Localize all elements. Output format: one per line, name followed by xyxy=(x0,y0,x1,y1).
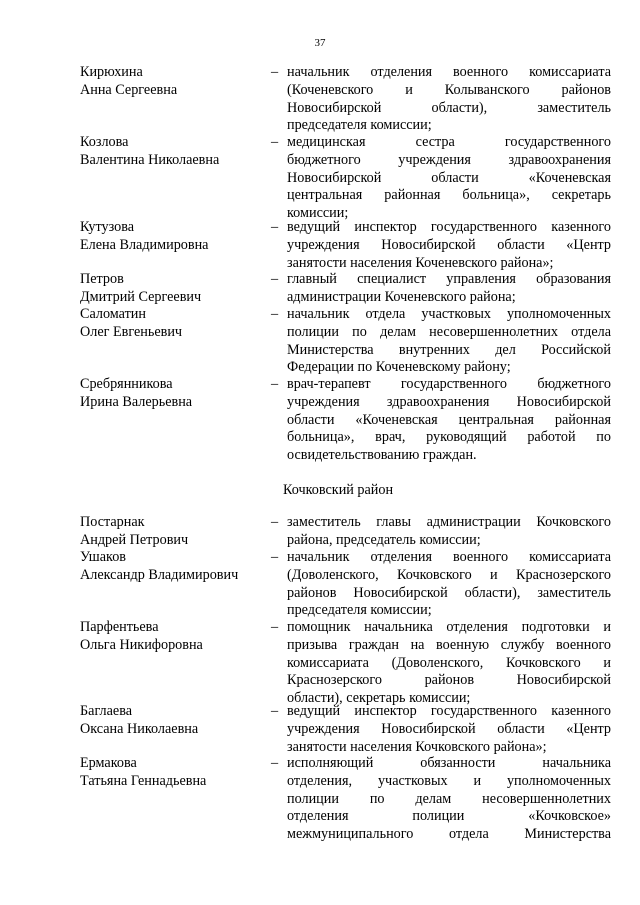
dash-separator: – xyxy=(271,376,279,392)
person-name xyxy=(80,703,270,739)
dash-separator: – xyxy=(271,134,279,150)
person-given-names: Валентина Николаевна xyxy=(80,151,220,168)
person-role xyxy=(287,271,611,307)
person-name xyxy=(80,306,270,342)
role-line: врач-терапевт государственного бюджетного xyxy=(287,376,611,392)
role-line: помощник начальника отделения подготовки и xyxy=(287,619,611,635)
role-line: полиции по делам несовершеннолетних xyxy=(287,790,611,807)
person-role xyxy=(287,134,611,223)
role-line: ведущий инспектор государственного казенного xyxy=(287,703,611,719)
person-name xyxy=(80,64,270,100)
person-given-names: Елена Владимировна xyxy=(80,236,209,253)
role-line: районов Новосибирской области), заместитель xyxy=(287,584,611,601)
section-heading: Кочковский район xyxy=(283,482,394,498)
dash-separator: – xyxy=(271,306,279,322)
person-given-names: Андрей Петрович xyxy=(80,531,189,548)
person-surname: Петров xyxy=(80,271,124,287)
role-line: межмуниципального отдела Министерства xyxy=(287,826,611,843)
person-role xyxy=(287,619,611,708)
person-surname: Сребрянникова xyxy=(80,376,173,392)
role-line: главный специалист управления образования xyxy=(287,271,611,287)
role-line: освидетельствованию граждан. xyxy=(287,447,477,464)
dash-separator: – xyxy=(271,549,279,565)
person-name xyxy=(80,271,270,307)
person-given-names: Анна Сергеевна xyxy=(80,81,178,98)
person-name xyxy=(80,376,270,412)
person-surname: Ушаков xyxy=(80,549,126,565)
role-line: занятости населения Коченевского района»; xyxy=(287,254,554,271)
role-line: комиссариата (Доволенского, Кочковского и xyxy=(287,654,611,671)
dash-separator: – xyxy=(271,703,279,719)
person-name xyxy=(80,549,270,585)
role-line: учреждения здравоохранения Новосибирской xyxy=(287,393,611,410)
role-line: начальник отдела участковых уполномоченных xyxy=(287,306,611,322)
person-surname: Постарнак xyxy=(80,514,145,530)
role-line: отделения полиции «Кочковское» xyxy=(287,808,611,825)
person-given-names: Александр Владимирович xyxy=(80,566,239,583)
person-name xyxy=(80,619,270,655)
role-line: больница», врач, руководящий работой по xyxy=(287,429,611,446)
role-line: Новосибирской области), заместитель xyxy=(287,99,611,116)
person-role xyxy=(287,514,611,550)
role-line: области «Коченевская центральная районная xyxy=(287,411,611,428)
person-role xyxy=(287,703,611,756)
role-line: председателя комиссии; xyxy=(287,117,432,134)
role-line: района, председатель комиссии; xyxy=(287,531,481,548)
role-line: Новосибирской области «Коченевская xyxy=(287,169,611,186)
person-role xyxy=(287,64,611,135)
person-role xyxy=(287,219,611,272)
role-line: председателя комиссии; xyxy=(287,602,432,619)
role-line: начальник отделения военного комиссариата xyxy=(287,549,611,565)
dash-separator: – xyxy=(271,64,279,80)
person-name xyxy=(80,514,270,550)
person-surname: Кирюхина xyxy=(80,64,143,80)
role-line: начальник отделения военного комиссариата xyxy=(287,64,611,80)
dash-separator: – xyxy=(271,755,279,771)
person-name xyxy=(80,755,270,791)
role-line: ведущий инспектор государственного казенного xyxy=(287,219,611,235)
person-surname: Саломатин xyxy=(80,306,146,322)
role-line: Краснозерского районов Новосибирской xyxy=(287,672,611,689)
role-line: призыва граждан на военную службу военного xyxy=(287,636,611,653)
person-surname: Парфентьева xyxy=(80,619,159,635)
role-line: (Коченевского и Колыванского районов xyxy=(287,81,611,98)
dash-separator: – xyxy=(271,271,279,287)
person-given-names: Олег Евгеньевич xyxy=(80,323,183,340)
person-given-names: Ольга Никифоровна xyxy=(80,636,203,653)
person-surname: Козлова xyxy=(80,134,129,150)
role-line: учреждения Новосибирской области «Центр xyxy=(287,720,611,737)
role-line: занятости населения Кочковского района»; xyxy=(287,738,547,755)
person-role xyxy=(287,549,611,620)
role-line: отделения, участковых и уполномоченных xyxy=(287,772,611,789)
role-line: учреждения Новосибирской области «Центр xyxy=(287,236,611,253)
dash-separator: – xyxy=(271,514,279,530)
person-name xyxy=(80,134,270,170)
person-role xyxy=(287,376,611,465)
person-surname: Ермакова xyxy=(80,755,137,771)
role-line: центральная районная больница», секретарь xyxy=(287,187,611,204)
role-line: бюджетного учреждения здравоохранения xyxy=(287,151,611,168)
dash-separator: – xyxy=(271,219,279,235)
role-line: комиссии; xyxy=(287,205,349,222)
person-name xyxy=(80,219,270,255)
role-line: администрации Коченевского района; xyxy=(287,288,516,305)
role-line: Министерства внутренних дел Российской xyxy=(287,341,611,358)
role-line: полиции по делам несовершеннолетних отдела xyxy=(287,323,611,340)
role-line: исполняющий обязанности начальника xyxy=(287,755,611,771)
role-line: Федерации по Коченевскому району; xyxy=(287,359,511,376)
person-given-names: Дмитрий Сергеевич xyxy=(80,288,202,305)
person-given-names: Оксана Николаевна xyxy=(80,720,199,737)
person-surname: Кутузова xyxy=(80,219,135,235)
role-line: заместитель главы администрации Кочковского xyxy=(287,514,611,530)
person-role xyxy=(287,306,611,377)
role-line: (Доволенского, Кочковского и Краснозерского xyxy=(287,566,611,583)
person-role xyxy=(287,755,611,844)
page-number: 37 xyxy=(314,37,326,49)
person-given-names: Татьяна Геннадьевна xyxy=(80,772,207,789)
role-line: медицинская сестра государственного xyxy=(287,134,611,150)
dash-separator: – xyxy=(271,619,279,635)
person-given-names: Ирина Валерьевна xyxy=(80,393,193,410)
role-line: области), секретарь комиссии; xyxy=(287,690,471,707)
person-surname: Баглаева xyxy=(80,703,133,719)
